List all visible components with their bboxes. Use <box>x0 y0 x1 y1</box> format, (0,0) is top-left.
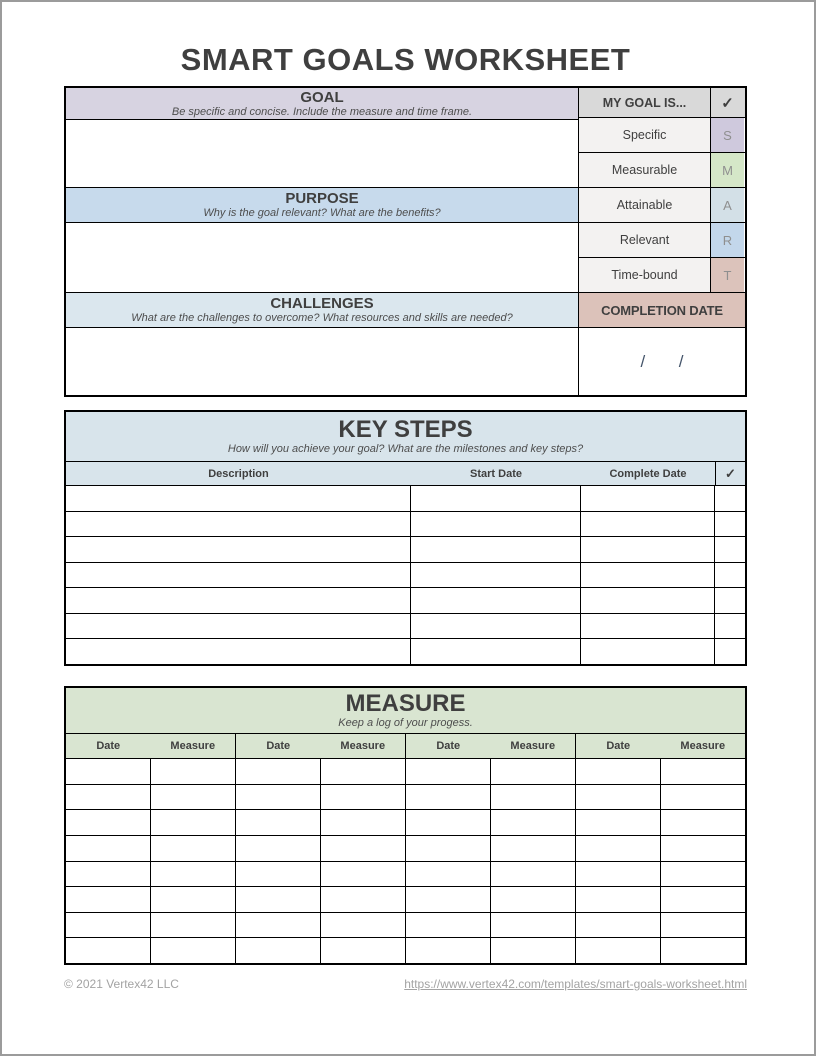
measure-cell[interactable] <box>661 887 745 912</box>
key-steps-row <box>66 563 745 589</box>
checklist-check-cell-a[interactable]: A <box>711 188 744 222</box>
date-cell[interactable] <box>66 810 151 835</box>
measure-title: MEASURE <box>345 690 466 717</box>
copyright-text: © 2021 Vertex42 LLC <box>64 977 179 991</box>
key-steps-header <box>66 412 745 462</box>
measure-row <box>66 759 745 785</box>
column-header-measure: Measure <box>491 734 577 758</box>
column-header-date: Date <box>266 740 291 752</box>
measure-row <box>66 836 745 862</box>
measure-cell[interactable] <box>491 785 576 810</box>
measure-cell[interactable] <box>321 887 406 912</box>
challenges-subtitle: What are the challenges to overcome? What resources and skills are needed? <box>131 312 513 324</box>
date-cell[interactable] <box>66 913 151 938</box>
key-steps-column-header <box>66 462 745 486</box>
my-goal-is-header-row <box>579 88 745 118</box>
measure-cell[interactable] <box>151 887 236 912</box>
checklist-row-specific <box>579 118 745 153</box>
complete-date-cell[interactable] <box>581 512 715 537</box>
challenges-input-area[interactable] <box>66 328 578 395</box>
date-cell[interactable] <box>236 810 321 835</box>
complete-date-cell[interactable] <box>581 639 715 664</box>
smart-checklist-pane <box>579 88 745 395</box>
measure-cell[interactable] <box>321 785 406 810</box>
check-cell[interactable] <box>715 614 745 639</box>
measure-cell[interactable] <box>151 862 236 887</box>
date-cell[interactable] <box>576 913 661 938</box>
date-cell[interactable] <box>236 836 321 861</box>
measure-cell[interactable] <box>491 862 576 887</box>
check-cell[interactable] <box>715 537 745 562</box>
checklist-check-cell-r[interactable]: R <box>711 223 744 257</box>
measure-cell[interactable] <box>491 887 576 912</box>
date-cell[interactable] <box>576 836 661 861</box>
date-cell[interactable] <box>66 785 151 810</box>
date-cell[interactable] <box>406 913 491 938</box>
date-cell[interactable] <box>576 887 661 912</box>
measure-cell[interactable] <box>151 785 236 810</box>
checklist-row-measurable <box>579 153 745 188</box>
measure-cell[interactable] <box>321 938 406 963</box>
measure-cell[interactable] <box>491 938 576 963</box>
date-cell[interactable] <box>406 759 491 784</box>
purpose-title: PURPOSE <box>285 190 359 207</box>
measure-row <box>66 810 745 836</box>
key-steps-row <box>66 512 745 538</box>
description-cell[interactable] <box>66 614 411 639</box>
measure-rows <box>66 759 745 963</box>
description-cell[interactable] <box>66 563 411 588</box>
key-steps-rows <box>66 486 745 664</box>
date-cell[interactable] <box>66 887 151 912</box>
description-cell[interactable] <box>66 486 411 511</box>
start-date-cell[interactable] <box>411 537 581 562</box>
date-cell[interactable] <box>576 785 661 810</box>
date-cell[interactable] <box>406 887 491 912</box>
measure-cell[interactable] <box>491 913 576 938</box>
goal-input-area[interactable] <box>66 120 578 188</box>
measure-cell[interactable] <box>151 938 236 963</box>
measure-cell[interactable] <box>151 913 236 938</box>
check-cell[interactable] <box>715 639 745 664</box>
challenges-title: CHALLENGES <box>270 295 374 312</box>
measure-cell[interactable] <box>321 759 406 784</box>
complete-date-cell[interactable] <box>581 614 715 639</box>
measure-cell[interactable] <box>321 913 406 938</box>
key-steps-title: KEY STEPS <box>338 416 473 443</box>
check-cell[interactable] <box>715 486 745 511</box>
measure-row <box>66 862 745 888</box>
date-cell[interactable] <box>66 862 151 887</box>
start-date-cell[interactable] <box>411 588 581 613</box>
date-slash: / <box>678 351 684 371</box>
checklist-row-timebound <box>579 258 745 293</box>
key-steps-row <box>66 614 745 640</box>
key-steps-subtitle: How will you achieve your goal? What are the milestones and key steps? <box>227 443 584 455</box>
date-cell[interactable] <box>406 938 491 963</box>
page-footer <box>64 977 747 991</box>
goal-overview-table <box>64 86 747 397</box>
column-header-date: Date <box>606 740 631 752</box>
measure-cell[interactable] <box>491 836 576 861</box>
check-column-icon: ✓ <box>721 94 734 112</box>
date-cell[interactable] <box>236 759 321 784</box>
date-cell[interactable] <box>66 759 151 784</box>
checklist-label: Relevant <box>579 223 711 257</box>
measure-cell[interactable] <box>321 810 406 835</box>
measure-subtitle: Keep a log of your progess. <box>338 717 473 729</box>
measure-cell[interactable] <box>151 810 236 835</box>
completion-date-input-area[interactable] <box>579 328 745 395</box>
measure-cell[interactable] <box>151 759 236 784</box>
column-header-check-icon: ✓ <box>715 462 745 485</box>
measure-cell[interactable] <box>661 938 745 963</box>
check-cell[interactable] <box>715 588 745 613</box>
column-header-measure: Measure <box>680 740 726 752</box>
measure-column-header <box>66 734 745 759</box>
completion-date-header: COMPLETION DATE <box>579 293 745 328</box>
date-cell[interactable] <box>406 810 491 835</box>
measure-header <box>66 688 745 734</box>
date-cell[interactable] <box>406 785 491 810</box>
date-cell[interactable] <box>236 938 321 963</box>
measure-row <box>66 938 745 963</box>
purpose-section-header <box>66 188 578 223</box>
measure-cell[interactable] <box>661 810 745 835</box>
checklist-row-relevant <box>579 223 745 258</box>
measure-cell[interactable] <box>321 836 406 861</box>
measure-cell[interactable] <box>491 759 576 784</box>
page-title: SMART GOALS WORKSHEET <box>180 42 631 77</box>
measure-cell[interactable] <box>151 836 236 861</box>
complete-date-cell[interactable] <box>581 563 715 588</box>
measure-cell[interactable] <box>661 759 745 784</box>
start-date-cell[interactable] <box>411 512 581 537</box>
challenges-section-header <box>66 293 578 328</box>
checklist-label: Time-bound <box>579 258 711 292</box>
template-link[interactable]: https://www.vertex42.com/templates/smart-goals-worksheet.html <box>404 977 747 991</box>
date-cell[interactable] <box>576 810 661 835</box>
start-date-cell[interactable] <box>411 486 581 511</box>
checklist-label: Specific <box>579 118 711 152</box>
description-cell[interactable] <box>66 512 411 537</box>
date-cell[interactable] <box>576 759 661 784</box>
complete-date-cell[interactable] <box>581 537 715 562</box>
purpose-subtitle: Why is the goal relevant? What are the benefits? <box>203 207 441 219</box>
start-date-cell[interactable] <box>411 563 581 588</box>
complete-date-cell[interactable] <box>581 486 715 511</box>
my-goal-is-label: MY GOAL IS... <box>579 88 711 117</box>
check-cell[interactable] <box>715 563 745 588</box>
measure-cell[interactable] <box>661 836 745 861</box>
key-steps-table <box>64 410 747 666</box>
key-steps-row <box>66 537 745 563</box>
measure-table <box>64 686 747 965</box>
column-header-start-date: Start Date <box>470 467 522 480</box>
date-cell[interactable] <box>406 862 491 887</box>
date-cell[interactable] <box>406 836 491 861</box>
goal-title: GOAL <box>300 88 344 106</box>
start-date-cell[interactable] <box>411 639 581 664</box>
date-cell[interactable] <box>66 938 151 963</box>
key-steps-row <box>66 486 745 512</box>
measure-cell[interactable] <box>491 810 576 835</box>
checklist-check-cell-t[interactable]: T <box>711 258 744 292</box>
purpose-input-area[interactable] <box>66 223 578 293</box>
column-header-description: Description <box>208 467 269 480</box>
measure-cell[interactable] <box>661 913 745 938</box>
description-cell[interactable] <box>66 588 411 613</box>
measure-row <box>66 913 745 939</box>
column-header-measure: Measure <box>151 734 237 758</box>
column-header-measure: Measure <box>321 734 407 758</box>
start-date-cell[interactable] <box>411 614 581 639</box>
complete-date-cell[interactable] <box>581 588 715 613</box>
check-cell[interactable] <box>715 512 745 537</box>
date-cell[interactable] <box>236 862 321 887</box>
goal-subtitle: Be specific and concise. Include the measure and time frame. <box>171 105 473 118</box>
goal-sections-pane <box>66 88 579 395</box>
measure-row <box>66 785 745 811</box>
description-cell[interactable] <box>66 639 411 664</box>
column-header-complete-date: Complete Date <box>609 467 687 480</box>
measure-row <box>66 887 745 913</box>
date-cell[interactable] <box>576 862 661 887</box>
measure-cell[interactable] <box>661 862 745 887</box>
measure-cell[interactable] <box>321 862 406 887</box>
checklist-check-cell-s[interactable]: S <box>711 118 744 152</box>
description-cell[interactable] <box>66 537 411 562</box>
date-cell[interactable] <box>236 913 321 938</box>
checklist-label: Measurable <box>579 153 711 187</box>
checklist-row-attainable <box>579 188 745 223</box>
checklist-label: Attainable <box>579 188 711 222</box>
checklist-check-cell-m[interactable]: M <box>711 153 744 187</box>
column-header-date: Date <box>96 740 121 752</box>
measure-cell[interactable] <box>661 785 745 810</box>
date-cell[interactable] <box>236 785 321 810</box>
key-steps-row <box>66 639 745 664</box>
key-steps-row <box>66 588 745 614</box>
date-slash: / <box>640 351 646 371</box>
date-cell[interactable] <box>66 836 151 861</box>
goal-section-header <box>66 88 578 120</box>
column-header-date: Date <box>436 740 461 752</box>
date-cell[interactable] <box>236 887 321 912</box>
date-cell[interactable] <box>576 938 661 963</box>
